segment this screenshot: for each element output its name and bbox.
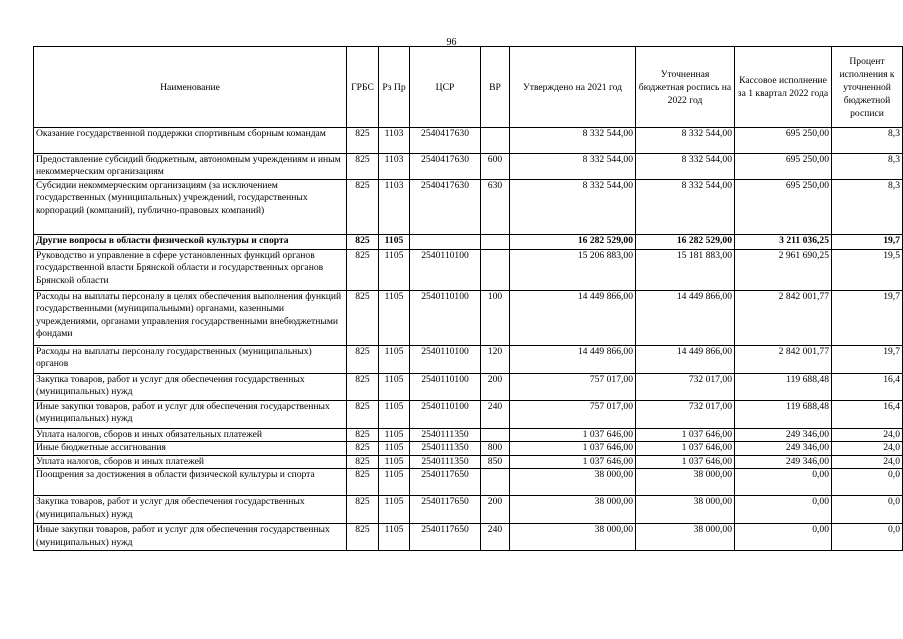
cell-name: Поощрения за достижения в области физической культуры и спорта bbox=[34, 469, 347, 496]
cell-csr: 2540111350 bbox=[410, 429, 481, 442]
cell-name: Закупка товаров, работ и услуг для обеспечения государственных (муниципальных) нужд bbox=[34, 496, 347, 524]
cell-grbs: 825 bbox=[347, 128, 379, 154]
cell-csr: 2540110100 bbox=[410, 250, 481, 291]
cell-cash: 695 250,00 bbox=[735, 180, 832, 235]
cell-approved: 8 332 544,00 bbox=[510, 180, 636, 235]
cell-vr: 200 bbox=[481, 374, 510, 401]
cell-rzpr: 1105 bbox=[379, 469, 410, 496]
cell-refined: 732 017,00 bbox=[636, 401, 735, 429]
cell-vr: 100 bbox=[481, 291, 510, 346]
cell-percent: 16,4 bbox=[832, 401, 903, 429]
table-row bbox=[34, 469, 903, 496]
cell-cash: 0,00 bbox=[735, 524, 832, 551]
cell-name: Иные бюджетные ассигнования bbox=[34, 442, 347, 455]
cell-approved: 15 206 883,00 bbox=[510, 250, 636, 291]
cell-rzpr: 1105 bbox=[379, 496, 410, 524]
cell-grbs: 825 bbox=[347, 154, 379, 180]
cell-csr: 2540110100 bbox=[410, 374, 481, 401]
cell-grbs: 825 bbox=[347, 442, 379, 455]
cell-cash: 249 346,00 bbox=[735, 442, 832, 455]
header-rzpr: Рз Пр bbox=[379, 47, 410, 128]
table-row bbox=[34, 524, 903, 551]
cell-rzpr: 1105 bbox=[379, 429, 410, 442]
cell-cash: 119 688,48 bbox=[735, 374, 832, 401]
cell-name: Закупка товаров, работ и услуг для обеспечения государственных (муниципальных) нужд bbox=[34, 374, 347, 401]
cell-percent: 19,7 bbox=[832, 346, 903, 374]
cell-percent: 8,3 bbox=[832, 154, 903, 180]
cell-approved: 1 037 646,00 bbox=[510, 442, 636, 455]
cell-csr: 2540417630 bbox=[410, 128, 481, 154]
cell-csr: 2540117650 bbox=[410, 524, 481, 551]
cell-vr: 120 bbox=[481, 346, 510, 374]
cell-cash: 2 842 001,77 bbox=[735, 346, 832, 374]
cell-name: Оказание государственной поддержки спортивным сборным командам bbox=[34, 128, 347, 154]
cell-percent: 19,7 bbox=[832, 235, 903, 250]
cell-approved: 1 037 646,00 bbox=[510, 429, 636, 442]
cell-name: Уплата налогов, сборов и иных обязательных платежей bbox=[34, 429, 347, 442]
cell-vr bbox=[481, 128, 510, 154]
cell-csr: 2540417630 bbox=[410, 154, 481, 180]
cell-refined: 38 000,00 bbox=[636, 496, 735, 524]
cell-cash: 2 961 690,25 bbox=[735, 250, 832, 291]
table-row bbox=[34, 128, 903, 154]
cell-name: Иные закупки товаров, работ и услуг для обеспечения государственных (муниципальных) нужд bbox=[34, 524, 347, 551]
cell-refined: 1 037 646,00 bbox=[636, 442, 735, 455]
cell-percent: 0,0 bbox=[832, 469, 903, 496]
cell-vr: 850 bbox=[481, 455, 510, 468]
cell-cash: 0,00 bbox=[735, 469, 832, 496]
cell-name: Расходы на выплаты персоналу государственных (муниципальных) органов bbox=[34, 346, 347, 374]
cell-approved: 8 332 544,00 bbox=[510, 154, 636, 180]
cell-refined: 8 332 544,00 bbox=[636, 154, 735, 180]
cell-rzpr: 1105 bbox=[379, 291, 410, 346]
cell-vr: 600 bbox=[481, 154, 510, 180]
header-percent: Процент исполнения к уточненной бюджетной росписи bbox=[832, 47, 903, 128]
header-csr: ЦСР bbox=[410, 47, 481, 128]
cell-percent: 19,5 bbox=[832, 250, 903, 291]
cell-grbs: 825 bbox=[347, 455, 379, 468]
table-row bbox=[34, 154, 903, 180]
cell-grbs: 825 bbox=[347, 180, 379, 235]
cell-grbs: 825 bbox=[347, 496, 379, 524]
cell-cash: 3 211 036,25 bbox=[735, 235, 832, 250]
cell-name: Предоставление субсидий бюджетным, автономным учреждениям и иным некоммерческим организациям bbox=[34, 154, 347, 180]
table-row bbox=[34, 346, 903, 374]
cell-grbs: 825 bbox=[347, 291, 379, 346]
table-row bbox=[34, 455, 903, 468]
cell-refined: 38 000,00 bbox=[636, 469, 735, 496]
cell-vr bbox=[481, 250, 510, 291]
cell-percent: 19,7 bbox=[832, 291, 903, 346]
cell-name: Иные закупки товаров, работ и услуг для обеспечения государственных (муниципальных) нужд bbox=[34, 401, 347, 429]
table-header-row bbox=[34, 47, 903, 128]
cell-percent: 24,0 bbox=[832, 442, 903, 455]
cell-cash: 249 346,00 bbox=[735, 455, 832, 468]
cell-approved: 1 037 646,00 bbox=[510, 455, 636, 468]
cell-rzpr: 1105 bbox=[379, 524, 410, 551]
cell-vr: 800 bbox=[481, 442, 510, 455]
table-row bbox=[34, 401, 903, 429]
cell-rzpr: 1105 bbox=[379, 455, 410, 468]
cell-name: Субсидии некоммерческим организациям (за исключением государственных (муниципальных) учреждений, государственных корпораций (компаний), публично-правовых компаний) bbox=[34, 180, 347, 235]
table-row bbox=[34, 496, 903, 524]
cell-grbs: 825 bbox=[347, 401, 379, 429]
header-vr: ВР bbox=[481, 47, 510, 128]
cell-csr bbox=[410, 235, 481, 250]
cell-percent: 24,0 bbox=[832, 455, 903, 468]
cell-grbs: 825 bbox=[347, 429, 379, 442]
cell-percent: 0,0 bbox=[832, 496, 903, 524]
cell-approved: 757 017,00 bbox=[510, 374, 636, 401]
cell-csr: 2540117650 bbox=[410, 469, 481, 496]
cell-cash: 695 250,00 bbox=[735, 128, 832, 154]
cell-name: Расходы на выплаты персоналу в целях обеспечения выполнения функций государственными (муниципальными) органами, казенными учреждениями, органами управления государственными внебюджетными фондами bbox=[34, 291, 347, 346]
table-row bbox=[34, 250, 903, 291]
cell-rzpr: 1105 bbox=[379, 250, 410, 291]
table-row bbox=[34, 180, 903, 235]
cell-csr: 2540417630 bbox=[410, 180, 481, 235]
cell-refined: 15 181 883,00 bbox=[636, 250, 735, 291]
cell-grbs: 825 bbox=[347, 524, 379, 551]
cell-refined: 14 449 866,00 bbox=[636, 346, 735, 374]
table-row bbox=[34, 235, 903, 250]
cell-rzpr: 1103 bbox=[379, 128, 410, 154]
table-row bbox=[34, 442, 903, 455]
table-body bbox=[34, 128, 903, 551]
table-row bbox=[34, 374, 903, 401]
header-name: Наименование bbox=[34, 47, 347, 128]
cell-refined: 14 449 866,00 bbox=[636, 291, 735, 346]
cell-percent: 8,3 bbox=[832, 180, 903, 235]
cell-approved: 14 449 866,00 bbox=[510, 346, 636, 374]
cell-percent: 24,0 bbox=[832, 429, 903, 442]
header-refined: Уточненная бюджетная роспись на 2022 год bbox=[636, 47, 735, 128]
cell-name: Руководство и управление в сфере установленных функций органов государственной власти Брянской области и государственных органов Брянской области bbox=[34, 250, 347, 291]
cell-csr: 2540117650 bbox=[410, 496, 481, 524]
cell-csr: 2540111350 bbox=[410, 442, 481, 455]
cell-rzpr: 1103 bbox=[379, 180, 410, 235]
page-number: 96 bbox=[446, 37, 457, 48]
cell-rzpr: 1105 bbox=[379, 346, 410, 374]
cell-csr: 2540110100 bbox=[410, 401, 481, 429]
cell-cash: 2 842 001,77 bbox=[735, 291, 832, 346]
cell-name: Уплата налогов, сборов и иных платежей bbox=[34, 455, 347, 468]
cell-csr: 2540111350 bbox=[410, 455, 481, 468]
cell-approved: 38 000,00 bbox=[510, 524, 636, 551]
header-approved: Утверждено на 2021 год bbox=[510, 47, 636, 128]
cell-vr: 630 bbox=[481, 180, 510, 235]
cell-refined: 732 017,00 bbox=[636, 374, 735, 401]
cell-cash: 249 346,00 bbox=[735, 429, 832, 442]
cell-vr bbox=[481, 235, 510, 250]
cell-name: Другие вопросы в области физической культуры и спорта bbox=[34, 235, 347, 250]
cell-percent: 16,4 bbox=[832, 374, 903, 401]
cell-refined: 16 282 529,00 bbox=[636, 235, 735, 250]
cell-rzpr: 1103 bbox=[379, 154, 410, 180]
header-cash: Кассовое исполнение за 1 квартал 2022 года bbox=[735, 47, 832, 128]
cell-csr: 2540110100 bbox=[410, 291, 481, 346]
cell-approved: 38 000,00 bbox=[510, 469, 636, 496]
cell-rzpr: 1105 bbox=[379, 442, 410, 455]
cell-grbs: 825 bbox=[347, 374, 379, 401]
cell-grbs: 825 bbox=[347, 250, 379, 291]
cell-cash: 0,00 bbox=[735, 496, 832, 524]
cell-approved: 8 332 544,00 bbox=[510, 128, 636, 154]
cell-grbs: 825 bbox=[347, 469, 379, 496]
cell-vr: 240 bbox=[481, 524, 510, 551]
cell-grbs: 825 bbox=[347, 346, 379, 374]
header-grbs: ГРБС bbox=[347, 47, 379, 128]
cell-refined: 8 332 544,00 bbox=[636, 180, 735, 235]
cell-refined: 1 037 646,00 bbox=[636, 429, 735, 442]
cell-approved: 16 282 529,00 bbox=[510, 235, 636, 250]
cell-vr bbox=[481, 429, 510, 442]
budget-table bbox=[33, 46, 903, 551]
table-row bbox=[34, 291, 903, 346]
cell-vr: 240 bbox=[481, 401, 510, 429]
cell-vr: 200 bbox=[481, 496, 510, 524]
cell-rzpr: 1105 bbox=[379, 374, 410, 401]
table-row bbox=[34, 429, 903, 442]
cell-refined: 38 000,00 bbox=[636, 524, 735, 551]
cell-csr: 2540110100 bbox=[410, 346, 481, 374]
cell-approved: 38 000,00 bbox=[510, 496, 636, 524]
cell-approved: 757 017,00 bbox=[510, 401, 636, 429]
cell-rzpr: 1105 bbox=[379, 401, 410, 429]
cell-rzpr: 1105 bbox=[379, 235, 410, 250]
cell-vr bbox=[481, 469, 510, 496]
cell-approved: 14 449 866,00 bbox=[510, 291, 636, 346]
cell-percent: 8,3 bbox=[832, 128, 903, 154]
cell-cash: 119 688,48 bbox=[735, 401, 832, 429]
cell-refined: 8 332 544,00 bbox=[636, 128, 735, 154]
cell-cash: 695 250,00 bbox=[735, 154, 832, 180]
cell-grbs: 825 bbox=[347, 235, 379, 250]
cell-refined: 1 037 646,00 bbox=[636, 455, 735, 468]
cell-percent: 0,0 bbox=[832, 524, 903, 551]
